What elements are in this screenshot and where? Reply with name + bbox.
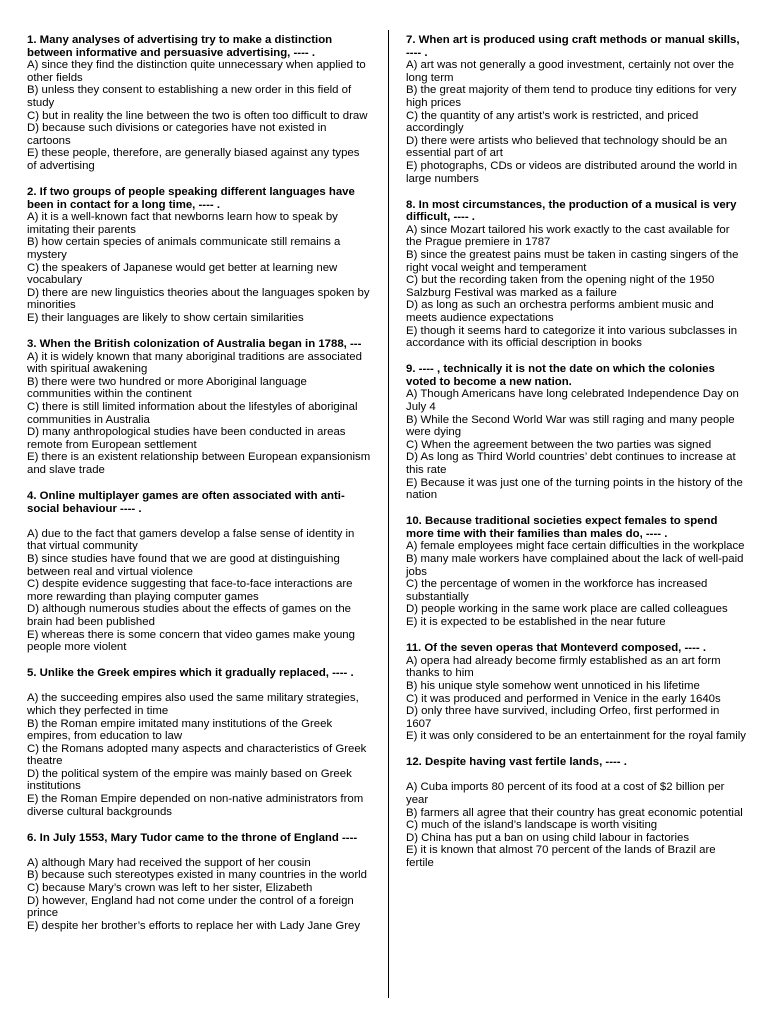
- question-text: 8. In most circumstances, the production of a musical is very difficult, ---- .: [406, 198, 737, 224]
- answer-option: E) their languages are likely to show certain similarities: [27, 311, 304, 324]
- question-text: 10. Because traditional societies expect females to spend more time with their families than males do, ---- .: [406, 515, 718, 540]
- answer-option: A) due to the fact that gamers develop a false sense of identity in that virtual community: [27, 527, 355, 553]
- question-text: 9. ---- , technically it is not the date on which the colonies voted to become a new nation.: [406, 363, 715, 388]
- answer-option: E) it was only considered to be an entertainment for the royal family: [406, 730, 746, 743]
- question-block: [406, 756, 746, 869]
- answer-option: B) While the Second World War was still raging and many people were dying: [406, 413, 735, 439]
- answer-option: C) it was produced and performed in Venice in the early 1640s: [406, 692, 721, 705]
- question-block: [27, 832, 372, 933]
- question-text: 3. When the British colonization of Australia began in 1788, ---: [27, 338, 362, 351]
- answer-option: D) As long as Third World countries’ debt continues to increase at this rate: [406, 451, 736, 476]
- answer-option: C) When the agreement between the two parties was signed: [406, 438, 712, 451]
- answer-option: A) it is widely known that many aboriginal traditions are associated with spiritual awakening: [27, 350, 362, 376]
- question-text: 7. When art is produced using craft methods or manual skills, ---- .: [406, 34, 740, 59]
- answer-option: E) photographs, CDs or videos are distributed around the world in large numbers: [406, 159, 738, 185]
- answer-option: B) the Roman empire imitated many institutions of the Greek empires, from education to law: [27, 717, 333, 743]
- answer-option: B) there were two hundred or more Aboriginal language communities within the continent: [27, 375, 307, 401]
- answer-option: C) despite evidence suggesting that face-to-face interactions are more rewarding than playing computer games: [27, 578, 353, 603]
- answer-option: B) many male workers have complained about the lack of well-paid jobs: [406, 553, 744, 578]
- answer-option: C) there is still limited information about the lifestyles of aboriginal communities in Australia: [27, 401, 358, 426]
- answer-option: A) although Mary had received the support of her cousin: [27, 856, 311, 869]
- question-text: 5. Unlike the Greek empires which it gradually replaced, ---- .: [27, 667, 354, 680]
- answer-option: D) many anthropological studies have been conducted in areas remote from European settlement: [27, 426, 346, 451]
- answer-option: C) the speakers of Japanese would get better at learning new vocabulary: [27, 261, 338, 287]
- answer-option: A) since they find the distinction quite unnecessary when applied to other fields: [27, 59, 366, 84]
- answer-option: D) only three have survived, including Orfeo, first performed in 1607: [406, 705, 720, 730]
- answer-option: E) the Roman Empire depended on non-native administrators from diverse cultural backgrounds: [27, 793, 364, 818]
- answer-option: D) as long as such an orchestra performs ambient music and meets audience expectations: [406, 299, 714, 324]
- answer-option: D) because such divisions or categories have not existed in cartoons: [27, 122, 327, 147]
- question-block: [406, 34, 746, 185]
- answer-option: A) Cuba imports 80 percent of its food at a cost of $2 billion per year: [406, 781, 725, 807]
- question-block: [27, 338, 372, 477]
- left-column: [27, 34, 372, 946]
- question-block: [27, 490, 372, 654]
- answer-option: B) how certain species of animals communicate still remains a mystery: [27, 236, 341, 261]
- question-block: [27, 667, 372, 818]
- answer-option: D) people working in the same work place are called colleagues: [406, 603, 728, 616]
- answer-option: E) these people, therefore, are generally biased against any types of advertising: [27, 147, 360, 172]
- answer-option: C) but in reality the line between the two is often too difficult to draw: [27, 109, 368, 122]
- answer-option: B) since studies have found that we are good at distinguishing between real and virtual violence: [27, 552, 340, 578]
- question-block: [406, 363, 746, 502]
- question-text: 2. If two groups of people speaking different languages have been in contact for a long time, ---- .: [27, 186, 355, 211]
- question-block: [27, 186, 372, 325]
- column-divider: [388, 30, 389, 998]
- answer-option: E) it is expected to be established in the near future: [406, 616, 666, 629]
- question-text: 12. Despite having vast fertile lands, ---- .: [406, 756, 627, 769]
- answer-option: D) although numerous studies about the effects of games on the brain had been published: [27, 603, 351, 628]
- right-column: [406, 34, 746, 883]
- answer-option: C) the percentage of women in the workforce has increased substantially: [406, 578, 708, 603]
- question-text: 6. In July 1553, Mary Tudor came to the throne of England ----: [27, 831, 358, 844]
- answer-option: C) but the recording taken from the opening night of the 1950 Salzburg Festival was marked as a failure: [406, 274, 715, 299]
- question-text: 11. Of the seven operas that Monteverd composed, ---- .: [406, 642, 707, 655]
- question-block: [27, 34, 372, 173]
- answer-option: A) art was not generally a good investment, certainly not over the long term: [406, 59, 734, 84]
- answer-option: E) despite her brother’s efforts to replace her with Lady Jane Grey: [27, 919, 361, 932]
- answer-option: E) whereas there is some concern that video games make young people more violent: [27, 628, 355, 654]
- answer-option: D) China has put a ban on using child labour in factories: [406, 831, 690, 844]
- question-text: 1. Many analyses of advertising try to make a distinction between informative and persuasive advertising, ---- .: [27, 34, 333, 59]
- question-text: 4. Online multiplayer games are often associated with anti-social behaviour ---- .: [27, 490, 345, 515]
- answer-option: B) farmers all agree that their country has great economic potential: [406, 806, 743, 819]
- answer-option: A) Though Americans have long celebrated Independence Day on July 4: [406, 388, 739, 414]
- answer-option: C) much of the island’s landscape is worth visiting: [406, 819, 658, 832]
- answer-option: A) the succeeding empires also used the same military strategies, which they perfected in time: [27, 692, 359, 717]
- answer-option: C) the Romans adopted many aspects and characteristics of Greek theatre: [27, 742, 367, 768]
- answer-option: B) since the greatest pains must be taken in casting singers of the right vocal weight and temperament: [406, 249, 739, 274]
- answer-option: B) the great majority of them tend to produce tiny editions for very high prices: [406, 84, 737, 109]
- answer-option: E) there is an existent relationship between European expansionism and slave trade: [27, 451, 371, 476]
- answer-option: C) because Mary’s crown was left to her sister, Elizabeth: [27, 882, 313, 895]
- question-block: [406, 642, 746, 743]
- answer-option: A) female employees might face certain difficulties in the workplace: [406, 540, 745, 553]
- question-block: [406, 199, 746, 350]
- answer-option: D) however, England had not come under the control of a foreign prince: [27, 894, 354, 920]
- answer-option: B) because such stereotypes existed in many countries in the world: [27, 869, 367, 882]
- answer-option: A) it is a well-known fact that newborns learn how to speak by imitating their parents: [27, 211, 338, 236]
- answer-option: B) unless they consent to establishing a new order in this field of study: [27, 84, 352, 109]
- answer-option: E) Because it was just one of the turning points in the history of the nation: [406, 476, 743, 502]
- answer-option: A) since Mozart tailored his work exactly to the cast available for the Prague premiere in 1787: [406, 223, 730, 249]
- answer-option: B) his unique style somehow went unnoticed in his lifetime: [406, 679, 700, 692]
- question-block: [406, 515, 746, 628]
- answer-option: A) opera had already become firmly established as an art form thanks to him: [406, 654, 721, 680]
- answer-option: E) though it seems hard to categorize it into various subclasses in accordance with its official description in books: [406, 324, 738, 350]
- answer-option: D) there are new linguistics theories about the languages spoken by minorities: [27, 286, 370, 312]
- answer-option: D) the political system of the empire was mainly based on Greek institutions: [27, 767, 352, 793]
- answer-option: D) there were artists who believed that technology should be an essential part of art: [406, 134, 728, 160]
- answer-option: E) it is known that almost 70 percent of the lands of Brazil are fertile: [406, 844, 716, 870]
- answer-option: C) the quantity of any artist’s work is restricted, and priced accordingly: [406, 109, 699, 135]
